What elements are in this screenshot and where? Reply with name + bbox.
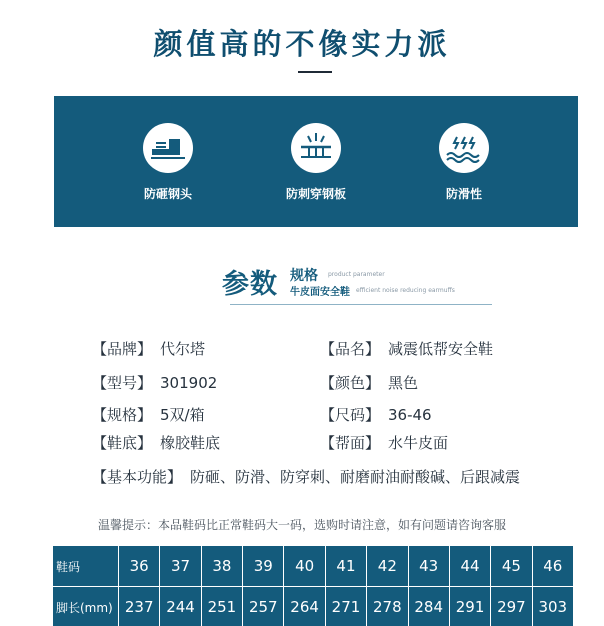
feature-anti-slip (404, 121, 524, 202)
steel-toe-icon (141, 121, 195, 175)
spec-value: 水牛皮面 (388, 434, 449, 452)
length-row (53, 587, 574, 626)
size-cell: 36 (119, 546, 160, 587)
size-cell: 45 (491, 546, 532, 587)
size-row (53, 546, 574, 587)
length-cell: 237 (119, 587, 160, 626)
size-cell: 41 (325, 546, 366, 587)
spec-label: 【规格】 (92, 406, 153, 424)
size-cell: 42 (367, 546, 408, 587)
spec-value: 黑色 (388, 374, 419, 392)
length-cell: 291 (449, 587, 490, 626)
size-cell: 38 (201, 546, 242, 587)
size-cell: 39 (243, 546, 284, 587)
spec-row-function (92, 466, 520, 487)
length-cell: 297 (491, 587, 532, 626)
spec-heading (222, 262, 502, 302)
spec-value: 301902 (160, 374, 218, 392)
spec-value: 5双/箱 (160, 406, 205, 424)
spec-label: 【帮面】 (320, 434, 381, 452)
size-cell: 37 (160, 546, 201, 587)
spec-heading-small-en: product parameter (328, 271, 385, 278)
spec-value: 防砸、防滑、防穿刺、耐磨耐油耐酸碱、后跟减震 (190, 468, 521, 486)
anti-slip-icon (437, 121, 491, 175)
spec-row-product (320, 338, 493, 359)
feature-label: 防滑性 (445, 187, 482, 201)
spec-heading-small: 规格 (290, 268, 318, 284)
size-cell: 43 (408, 546, 449, 587)
spec-row-size (320, 404, 432, 425)
spec-value: 代尔塔 (160, 340, 206, 358)
spec-label: 【品牌】 (92, 340, 153, 358)
size-table (52, 545, 574, 626)
length-cell: 257 (243, 587, 284, 626)
spec-value: 36-46 (388, 406, 432, 424)
feature-band (54, 96, 578, 227)
length-cell: 284 (408, 587, 449, 626)
feature-steel-toe (108, 121, 228, 202)
spec-label: 【品名】 (320, 340, 381, 358)
spec-heading-main: 参数 (222, 269, 278, 300)
title-divider (298, 71, 332, 73)
length-cell: 251 (201, 587, 242, 626)
spec-row-model (92, 372, 217, 393)
spec-heading-sub-en: efficient noise reducing earmuffs (356, 287, 455, 294)
size-cell: 40 (284, 546, 325, 587)
spec-heading-sub: 牛皮面安全鞋 (290, 287, 350, 298)
spec-row-brand (92, 338, 205, 359)
spec-row-color (320, 372, 418, 393)
length-cell: 271 (325, 587, 366, 626)
feature-anti-puncture (256, 121, 376, 202)
size-row-header: 鞋码 (53, 546, 119, 587)
spec-label: 【颜色】 (320, 374, 381, 392)
spec-label: 【型号】 (92, 374, 153, 392)
size-notice: 温馨提示：本品鞋码比正常鞋码大一码，选购时请注意，如有问题请咨询客服 (97, 518, 506, 532)
size-cell: 44 (449, 546, 490, 587)
spec-row-spec (92, 404, 205, 425)
length-cell: 264 (284, 587, 325, 626)
spec-value: 橡胶鞋底 (160, 434, 221, 452)
spec-value: 减震低帮安全鞋 (388, 340, 494, 358)
length-cell: 244 (160, 587, 201, 626)
spec-label: 【鞋底】 (92, 434, 153, 452)
length-row-header: 脚长(mm) (53, 587, 119, 626)
page-title: 颜值高的不像实力派 (153, 27, 451, 61)
anti-puncture-plate-icon (289, 121, 343, 175)
spec-row-sole (92, 432, 220, 453)
spec-label: 【尺码】 (320, 406, 381, 424)
size-cell: 46 (532, 546, 573, 587)
spec-row-upper (320, 432, 448, 453)
spec-heading-divider (230, 304, 492, 305)
length-cell: 303 (532, 587, 573, 626)
spec-label: 【基本功能】 (92, 468, 183, 486)
length-cell: 278 (367, 587, 408, 626)
feature-label: 防刺穿钢板 (285, 187, 346, 201)
feature-label: 防砸钢头 (143, 187, 192, 201)
